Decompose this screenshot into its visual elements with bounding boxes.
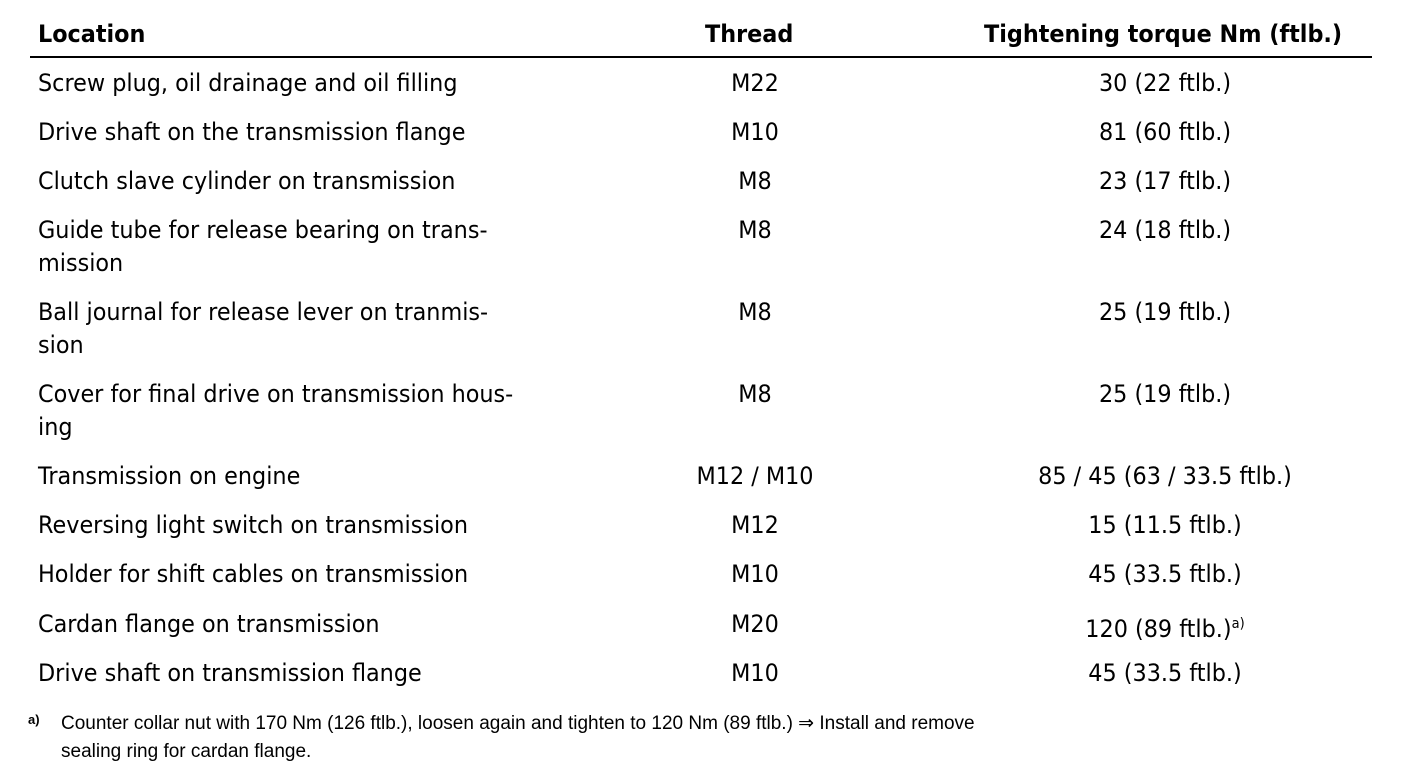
cell-torque: [1012, 214, 1319, 247]
location-line: Drive shaft on the transmission flange: [38, 118, 466, 146]
footnote-ref: a): [1231, 616, 1245, 632]
table-row: [0, 378, 1408, 460]
torque-value: 30 (22 ftlb.): [1098, 69, 1232, 97]
torque-value: 45 (33.5 ftlb.): [1088, 560, 1242, 588]
torque-value: 25 (19 ftlb.): [1098, 380, 1232, 408]
cell-location: [38, 378, 513, 444]
location-line: Cover for final drive on transmission hous-: [38, 380, 514, 408]
cell-thread: M10: [731, 659, 779, 687]
cell-thread: M10: [731, 118, 779, 146]
table-row: [0, 558, 1408, 608]
torque-value: 15 (11.5 ftlb.): [1088, 511, 1242, 539]
table-row: [0, 165, 1408, 214]
header-rule: [30, 56, 1372, 58]
cell-thread: M12: [731, 511, 779, 539]
location-line: Transmission on engine: [38, 462, 301, 490]
cell-thread: M10: [731, 560, 779, 588]
table-row: [0, 460, 1408, 509]
cell-thread: M20: [731, 610, 779, 638]
cell-torque: [1012, 608, 1319, 646]
cell-location: [38, 460, 300, 493]
footnote-line: Counter collar nut with 170 Nm (126 ftlb.), loosen again and tighten to 120 Nm (89 ftlb.) ⇒ Install and remove: [61, 713, 975, 734]
cell-torque: [1012, 558, 1319, 591]
cell-location: [38, 509, 468, 542]
torque-value: 85 / 45 (63 / 33.5 ftlb.): [1038, 462, 1292, 490]
header-torque: Tightening torque Nm (ftlb.): [984, 20, 1343, 48]
table-row: [0, 214, 1408, 296]
cell-thread: M8: [738, 298, 772, 326]
table-row: [0, 67, 1408, 116]
location-line: mission: [38, 249, 124, 277]
table-row: [0, 608, 1408, 657]
footnote-line: sealing ring for cardan flange.: [61, 741, 312, 762]
cell-thread: M8: [738, 216, 772, 244]
cell-thread: M12 / M10: [696, 462, 814, 490]
location-line: Ball journal for release lever on tranmis-: [38, 298, 489, 326]
torque-value: 23 (17 ftlb.): [1098, 167, 1232, 195]
cell-location: [38, 296, 488, 362]
table-row: [0, 296, 1408, 378]
footnote-text: [61, 710, 1201, 766]
cell-torque: [1012, 67, 1319, 100]
cell-thread: M8: [738, 380, 772, 408]
cell-location: [38, 67, 458, 100]
location-line: Screw plug, oil drainage and oil filling: [38, 69, 458, 97]
cell-location: [38, 608, 379, 641]
cell-torque: [1012, 657, 1319, 690]
cell-location: [38, 657, 422, 690]
location-line: Cardan flange on transmission: [38, 610, 380, 638]
cell-torque: [1012, 296, 1319, 329]
location-line: sion: [38, 331, 84, 359]
cell-torque: [1012, 509, 1319, 542]
torque-value: 81 (60 ftlb.): [1098, 118, 1232, 146]
cell-torque: [1012, 165, 1319, 198]
cell-thread: M22: [731, 69, 779, 97]
header-thread: Thread: [705, 20, 794, 48]
cell-torque: [1012, 378, 1319, 411]
table-row: [0, 116, 1408, 165]
cell-location: [38, 116, 465, 149]
table-row: [0, 657, 1408, 706]
torque-value: 45 (33.5 ftlb.): [1088, 659, 1242, 687]
cell-location: [38, 214, 487, 280]
cell-location: [38, 558, 468, 591]
location-line: Reversing light switch on transmission: [38, 511, 468, 539]
location-line: ing: [38, 413, 73, 441]
cell-torque: [1012, 460, 1319, 493]
footnote-marker: a): [28, 712, 40, 727]
table-row: [0, 509, 1408, 558]
location-line: Drive shaft on transmission flange: [38, 659, 422, 687]
location-line: Holder for shift cables on transmission: [38, 560, 469, 588]
torque-value: 120 (89 ftlb.): [1085, 615, 1232, 643]
torque-value: 24 (18 ftlb.): [1098, 216, 1232, 244]
torque-value: 25 (19 ftlb.): [1098, 298, 1232, 326]
location-line: Guide tube for release bearing on trans-: [38, 216, 488, 244]
cell-location: [38, 165, 455, 198]
header-location: Location: [38, 20, 146, 48]
cell-torque: [1012, 116, 1319, 149]
location-line: Clutch slave cylinder on transmission: [38, 167, 456, 195]
cell-thread: M8: [738, 167, 772, 195]
